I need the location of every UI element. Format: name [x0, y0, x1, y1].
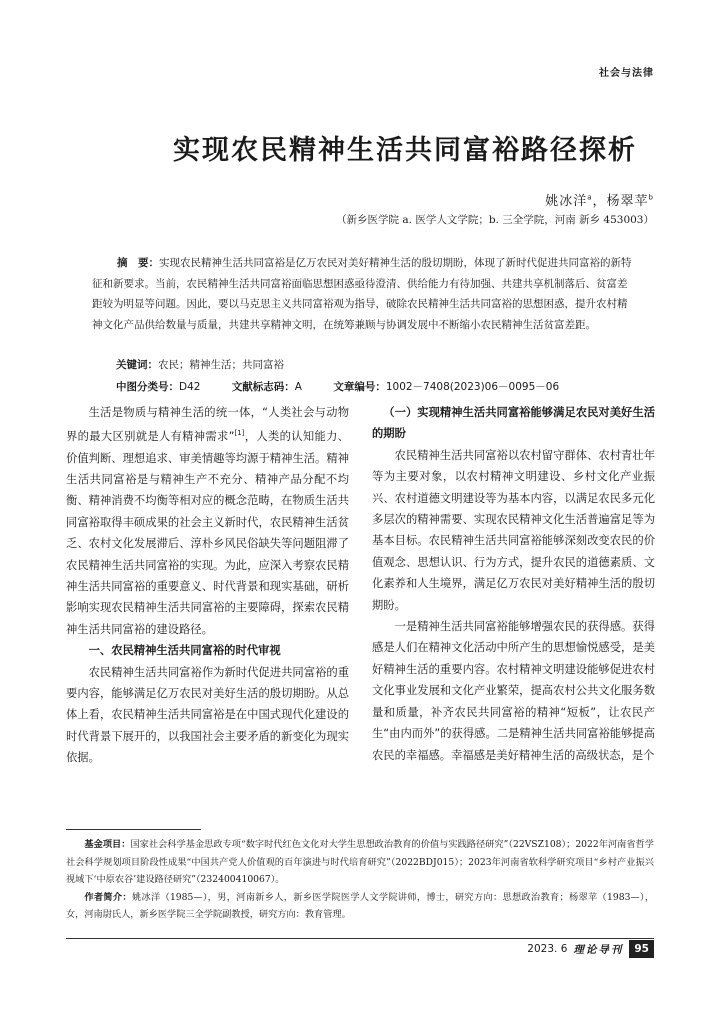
clc-value: D42 [179, 381, 201, 393]
author-2: 杨翠苹 [606, 194, 649, 209]
subsection-heading-1: （一）实现精神生活共同富裕能够满足农民对美好生活的期盼 [372, 405, 655, 441]
doc-code-label: 文献标志码： [231, 381, 295, 393]
section-heading-1: 一、农民精神生活共同富裕的时代审视 [88, 644, 281, 658]
page-number: 95 [629, 940, 654, 958]
body-paragraph: 一是精神生活共同富裕能够增强农民的获得感。获得感是人们在精神文化活动中所产生的思想愉悦感受，是美好精神生活的重要内容。农村精神文明建设能够促进农村文化事业发展和文化产业繁荣，提高农村公共文化服务数量和质量，补齐农民共同富裕的精神“短板”，让农民产生“由内而外”的获得感。二是精神生活共同富裕能够提高农民的幸福感。幸福感是美好精神生活的高级状态，是个 [372, 620, 655, 762]
keywords-text: 农民；精神生活；共同富裕 [158, 359, 284, 371]
article-id-value: 1002－7408(2023)06－0095－06 [385, 381, 560, 393]
citation-ref: [1] [234, 429, 245, 438]
article-title: 实现农民精神生活共同富裕路径探析 [173, 135, 637, 166]
authors [545, 190, 654, 209]
author-1: 姚冰洋 [545, 194, 588, 209]
page-footer [527, 940, 654, 958]
footer-divider [66, 938, 654, 939]
author-1-affil-mark: a [587, 193, 593, 202]
footnote-divider [66, 829, 201, 830]
journal-name: 理论导刊 [573, 943, 624, 956]
fund-note: 基金项目：国家社会科学基金思政专项“数字时代红色文化对大学生思想政治教育的价值与实践路径研究”（22VSZ108）；2022年河南省哲学社会科学规划项目阶段性成果“中国共产党人价值观的百年演进与时代培育研究”（2022BDJ015）；2023年河南省软科学研究项目“乡村产业振兴视域下‘中原农谷’建设路径研究”（232400410067）。 [66, 839, 654, 885]
abstract-label: 摘 要： [117, 257, 159, 269]
author-2-affil-mark: b [648, 193, 654, 202]
affiliation: （新乡医学院 a. 医学人文学院；b. 三全学院，河南 新乡 453003） [336, 214, 654, 226]
body-paragraph: 农民精神生活共同富裕作为新时代促进共同富裕的重要内容，能够满足亿万农民对美好生活的殷切期盼。从总体上看，农民精神生活共同富裕是在中国式现代化建设的时代背景下展开的，以我国社会主要矛盾的新变化为现实依据。 [66, 665, 349, 765]
clc-label: 中图分类号： [116, 381, 179, 393]
article-id-label: 文章编号： [333, 381, 386, 393]
left-column [66, 402, 349, 769]
abstract [92, 253, 632, 335]
author-separator: ， [592, 194, 607, 209]
body-paragraph: 农民精神生活共同富裕以农村留守群体、农村青壮年等为主要对象，以农村精神文明建设、乡村文化产业振兴、农村道德文明建设等为基本内容，以满足农民多元化多层次的精神需要、实现农民精神文化生活普遍富足等为基本目标。农民精神生活共同富裕能够深刻改变农民的价值观念、思想认识、行为方式，提升农民的道德素质、文化素养和人生境界，满足亿万农民对美好精神生活的殷切期盼。 [372, 448, 655, 612]
doc-code-value: A [294, 381, 302, 393]
keywords-label: 关键词： [116, 359, 158, 371]
issue-date: 2023. 6 [527, 943, 568, 955]
classification-line [116, 379, 587, 394]
intro-paragraph: 生活是物质与精神生活的统一体，“人类社会与动物界的最大区别就是人有精神需求”[1]，人类的认知能力、价值判断、理想追求、审美情趣等均源于精神生活。精神生活共同富裕是与精神生产不充分、精神产品分配不均衡、精神消费不均衡等相对应的概念范畴，在物质生活共同富裕取得丰硕成果的社会主义新时代，农民精神生活贫乏、农村文化发展滞后、淳朴乡风民俗缺失等问题阻滞了农民精神生活共同富裕的实现。为此，应深入考察农民精神生活共同富裕的重要意义、时代背景和现实基础，研析影响实现农民精神生活共同富裕的主要障碍，探索农民精神生活共同富裕的建设路径。 [66, 406, 349, 636]
author-bio-note: 作者简介：姚冰洋（1985—），男，河南新乡人，新乡医学院医学人文学院讲师，博士，研究方向：思想政治教育；杨翠苹（1983—），女，河南尉氏人，新乡医学院三全学院副教授，研究方向：教育管理。 [66, 891, 655, 920]
section-tag: 社会与法律 [599, 68, 654, 79]
footnotes [66, 836, 654, 924]
abstract-text: 实现农民精神生活共同富裕是亿万农民对美好精神生活的殷切期盼，体现了新时代促进共同富裕的新特征和新要求。当前，农民精神生活共同富裕面临思想困惑亟待澄清、供给能力有待加强、共建共享机制落后、贫富差距较为明显等问题。因此，要以马克思主义共同富裕观为指导，破除农民精神生活共同富裕的思想困惑，提升农村精神文化产品供给数量与质量，共建共享精神文明，在统筹兼顾与协调发展中不断缩小农民精神生活贫富差距。 [92, 257, 632, 331]
right-column [372, 402, 655, 766]
keywords [116, 357, 284, 372]
